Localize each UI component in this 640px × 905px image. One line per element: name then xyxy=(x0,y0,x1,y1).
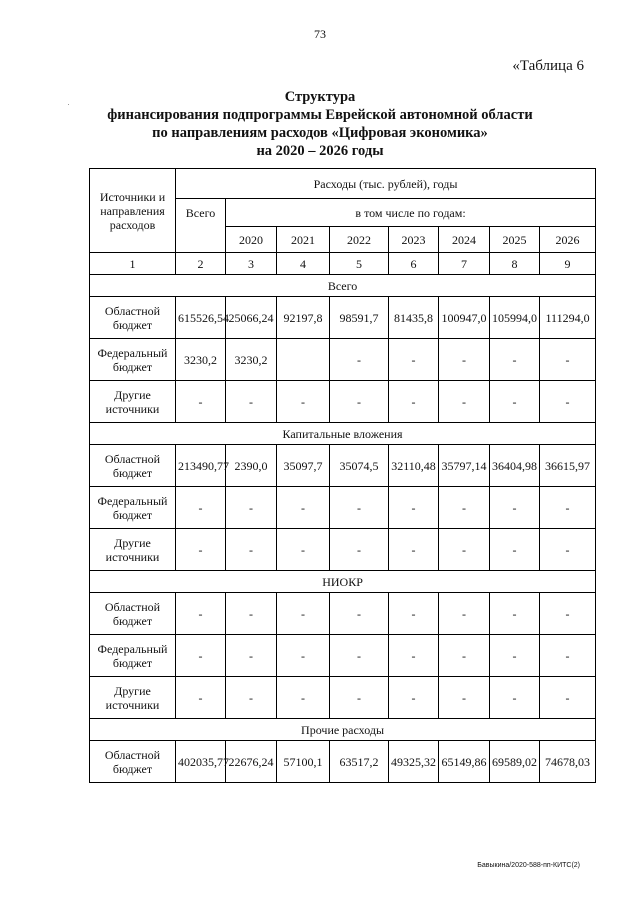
header-year: 2021 xyxy=(277,227,330,253)
value-cell: - xyxy=(389,677,439,719)
source-name: Другие источники xyxy=(90,381,176,423)
value-cell: - xyxy=(176,677,226,719)
column-number: 5 xyxy=(330,253,389,275)
header-year: 2026 xyxy=(540,227,596,253)
value-cell: - xyxy=(277,677,330,719)
source-name: Областной бюджет xyxy=(90,741,176,783)
value-cell: - xyxy=(490,339,540,381)
value-cell: - xyxy=(330,487,389,529)
value-cell: - xyxy=(540,487,596,529)
value-cell: 36615,97 xyxy=(540,445,596,487)
footer-stamp: Бавыкина/2020-588-пп-КИТС(2) xyxy=(477,862,580,869)
value-cell: - xyxy=(439,529,490,571)
value-cell: 615526,54 xyxy=(176,297,226,339)
header-year: 2024 xyxy=(439,227,490,253)
table-row xyxy=(90,381,596,423)
value-cell: 35797,14 xyxy=(439,445,490,487)
value-cell: - xyxy=(439,593,490,635)
value-cell: - xyxy=(389,635,439,677)
column-number: 1 xyxy=(90,253,176,275)
value-cell: - xyxy=(176,635,226,677)
value-cell: - xyxy=(439,487,490,529)
section-title: НИОКР xyxy=(90,571,596,593)
financing-table xyxy=(89,168,596,783)
table-row xyxy=(90,677,596,719)
value-cell: 36404,98 xyxy=(490,445,540,487)
heading-line: финансирования подпрограммы Еврейской автономной области xyxy=(107,107,533,123)
value-cell: - xyxy=(330,677,389,719)
heading-line: на 2020 – 2026 годы xyxy=(256,143,384,159)
table-row xyxy=(90,487,596,529)
value-cell: - xyxy=(540,381,596,423)
value-cell: - xyxy=(540,635,596,677)
value-cell: 74678,03 xyxy=(540,741,596,783)
value-cell: 81435,8 xyxy=(389,297,439,339)
value-cell: 3230,2 xyxy=(226,339,277,381)
value-cell: - xyxy=(176,381,226,423)
value-cell: 25066,24 xyxy=(226,297,277,339)
value-cell: - xyxy=(540,677,596,719)
value-cell: - xyxy=(176,487,226,529)
source-name: Областной бюджет xyxy=(90,445,176,487)
page-number: 73 xyxy=(314,27,326,41)
source-name: Федеральный бюджет xyxy=(90,487,176,529)
value-cell: - xyxy=(176,593,226,635)
value-cell: - xyxy=(490,635,540,677)
value-cell: 35074,5 xyxy=(330,445,389,487)
source-name: Областной бюджет xyxy=(90,297,176,339)
value-cell: - xyxy=(277,381,330,423)
column-number: 9 xyxy=(540,253,596,275)
value-cell: - xyxy=(389,529,439,571)
value-cell: 22676,24 xyxy=(226,741,277,783)
value-cell: - xyxy=(277,593,330,635)
heading-line: по направлениям расходов «Цифровая экономика» xyxy=(152,125,488,141)
column-number: 4 xyxy=(277,253,330,275)
value-cell: - xyxy=(490,381,540,423)
heading-line: Структура xyxy=(284,89,356,105)
value-cell: 100947,0 xyxy=(439,297,490,339)
value-cell: 402035,77 xyxy=(176,741,226,783)
value-cell: 92197,8 xyxy=(277,297,330,339)
value-cell: 35097,7 xyxy=(277,445,330,487)
table-row xyxy=(90,297,596,339)
value-cell: - xyxy=(389,593,439,635)
value-cell: - xyxy=(389,381,439,423)
value-cell: - xyxy=(540,593,596,635)
header-expenses: Расходы (тыс. рублей), годы xyxy=(176,169,596,199)
value-cell: - xyxy=(439,339,490,381)
header-year: 2023 xyxy=(389,227,439,253)
value-cell: - xyxy=(540,339,596,381)
header-by-years: в том числе по годам: xyxy=(226,199,596,227)
value-cell: - xyxy=(330,339,389,381)
value-cell: - xyxy=(330,635,389,677)
value-cell: 69589,02 xyxy=(490,741,540,783)
source-name: Другие источники xyxy=(90,529,176,571)
value-cell: 213490,77 xyxy=(176,445,226,487)
table-row xyxy=(90,635,596,677)
section-title: Прочие расходы xyxy=(90,719,596,741)
table-row xyxy=(90,529,596,571)
value-cell: - xyxy=(226,381,277,423)
source-name: Федеральный бюджет xyxy=(90,339,176,381)
value-cell: - xyxy=(330,593,389,635)
value-cell: - xyxy=(226,529,277,571)
value-cell: 98591,7 xyxy=(330,297,389,339)
column-number: 8 xyxy=(490,253,540,275)
value-cell: - xyxy=(226,593,277,635)
value-cell: 2390,0 xyxy=(226,445,277,487)
value-cell: - xyxy=(330,381,389,423)
value-cell: 32110,48 xyxy=(389,445,439,487)
section-title: Капитальные вложения xyxy=(90,423,596,445)
source-name: Федеральный бюджет xyxy=(90,635,176,677)
table-row xyxy=(90,741,596,783)
value-cell: - xyxy=(439,677,490,719)
value-cell: 65149,86 xyxy=(439,741,490,783)
value-cell: - xyxy=(389,487,439,529)
header-year: 2025 xyxy=(490,227,540,253)
table-caption: «Таблица 6 xyxy=(512,58,584,74)
value-cell: - xyxy=(277,487,330,529)
column-number: 6 xyxy=(389,253,439,275)
table-row xyxy=(90,593,596,635)
source-name: Другие источники xyxy=(90,677,176,719)
value-cell: 57100,1 xyxy=(277,741,330,783)
value-cell: - xyxy=(226,677,277,719)
header-total: Всего xyxy=(176,199,226,253)
table-row xyxy=(90,339,596,381)
table-row xyxy=(90,445,596,487)
value-cell: - xyxy=(490,677,540,719)
value-cell: - xyxy=(540,529,596,571)
section-title: Всего xyxy=(90,275,596,297)
document-heading xyxy=(0,88,640,160)
value-cell: 111294,0 xyxy=(540,297,596,339)
value-cell: - xyxy=(490,593,540,635)
value-cell: - xyxy=(389,339,439,381)
value-cell: - xyxy=(439,381,490,423)
column-number: 2 xyxy=(176,253,226,275)
column-number: 3 xyxy=(226,253,277,275)
value-cell: 63517,2 xyxy=(330,741,389,783)
value-cell: 105994,0 xyxy=(490,297,540,339)
value-cell: - xyxy=(226,635,277,677)
value-cell: 49325,32 xyxy=(389,741,439,783)
value-cell xyxy=(277,339,330,381)
value-cell: - xyxy=(226,487,277,529)
value-cell: - xyxy=(439,635,490,677)
header-year: 2020 xyxy=(226,227,277,253)
value-cell: - xyxy=(330,529,389,571)
column-number: 7 xyxy=(439,253,490,275)
value-cell: - xyxy=(490,487,540,529)
header-year: 2022 xyxy=(330,227,389,253)
value-cell: 3230,2 xyxy=(176,339,226,381)
header-sources: Источники и направления расходов xyxy=(90,169,176,253)
value-cell: - xyxy=(277,529,330,571)
source-name: Областной бюджет xyxy=(90,593,176,635)
value-cell: - xyxy=(490,529,540,571)
value-cell: - xyxy=(176,529,226,571)
value-cell: - xyxy=(277,635,330,677)
